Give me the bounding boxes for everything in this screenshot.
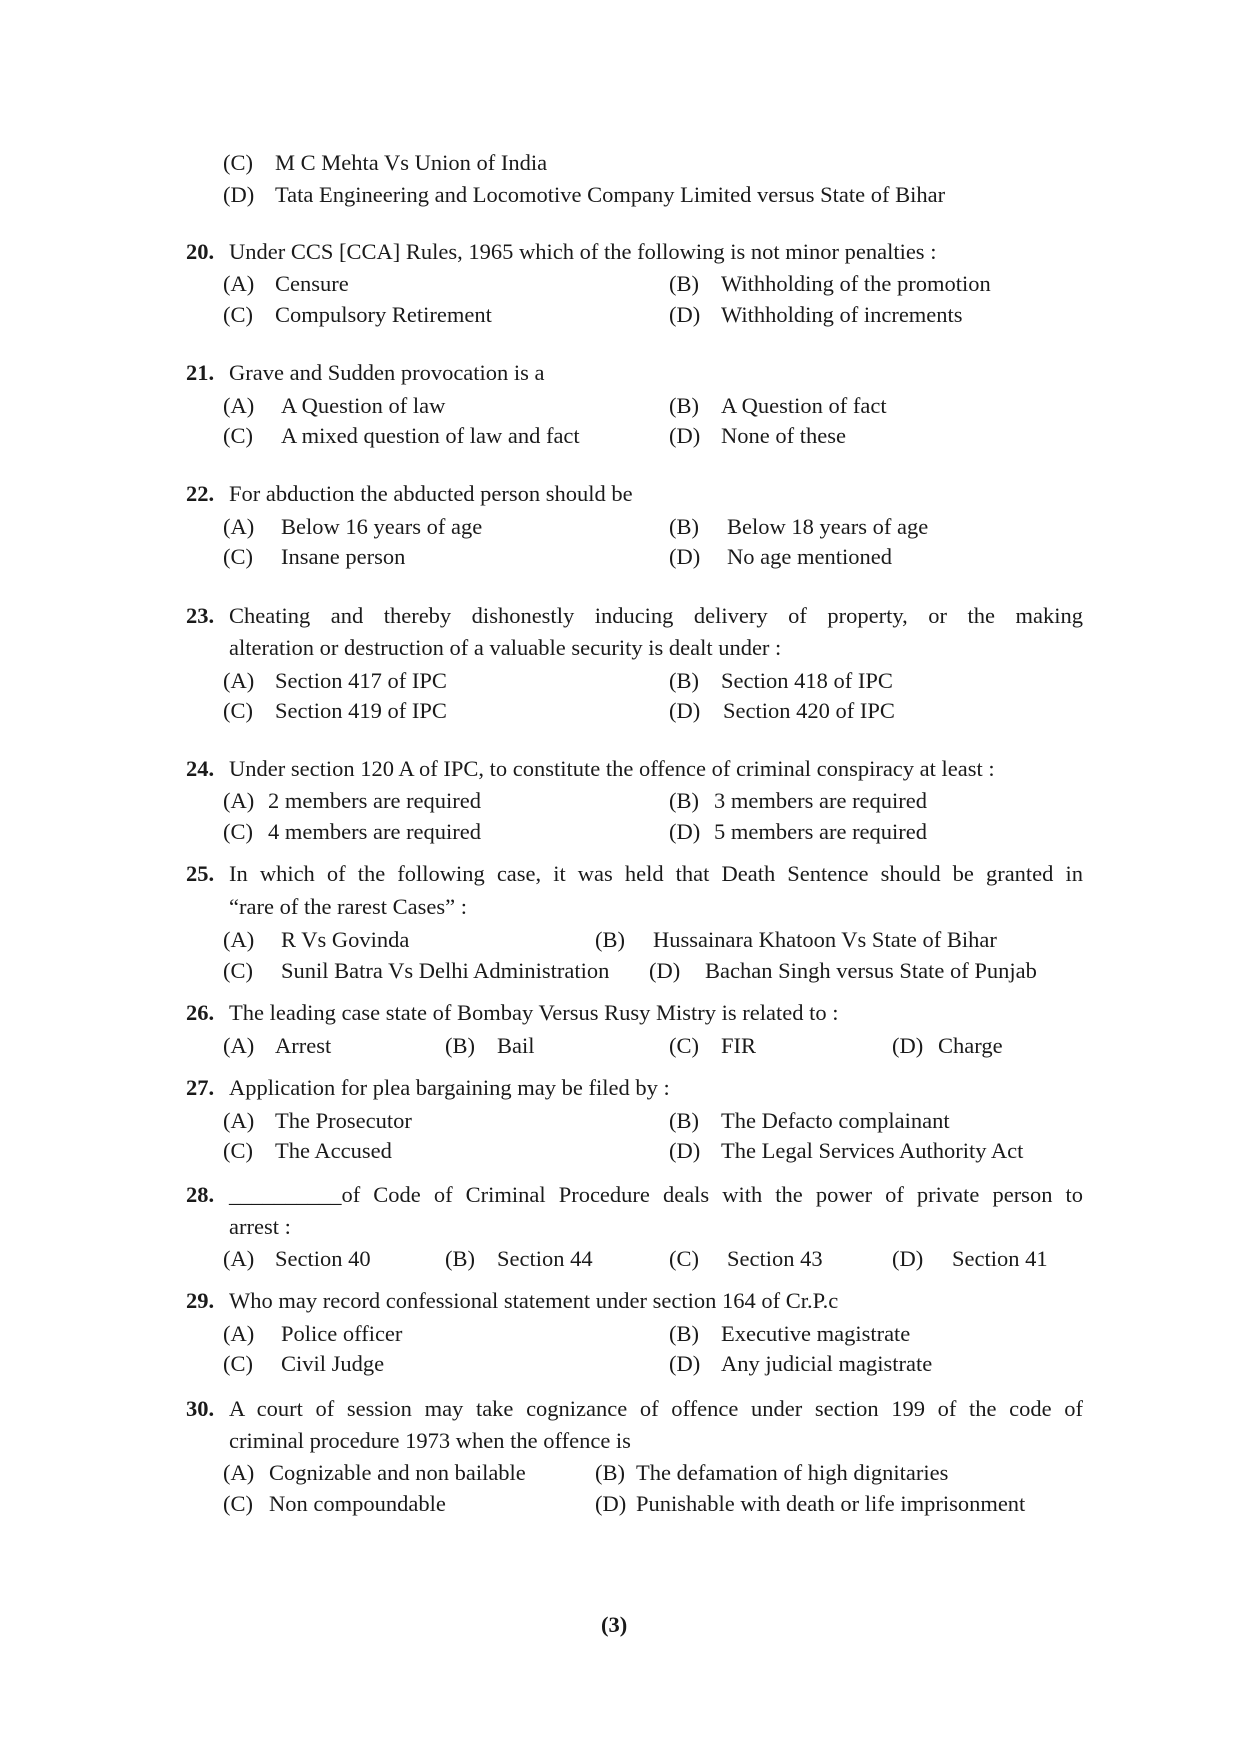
option-b: (B) Withholding of the promotion [669, 271, 991, 296]
question-number: 29. [186, 1288, 215, 1313]
option-a: (A) Arrest [223, 1033, 332, 1058]
question-text: Under CCS [CCA] Rules, 1965 which of the following is not minor penalties : [229, 239, 937, 264]
option-b: (B) Section 418 of IPC [669, 668, 893, 693]
option-d: (D) 5 members are required [669, 819, 928, 844]
option-a: (A) The Prosecutor [223, 1108, 412, 1133]
option-a: (A) Section 417 of IPC [223, 668, 447, 693]
option-c: (C) Non compoundable [223, 1491, 446, 1516]
option-a: (A) Section 40 [223, 1246, 371, 1271]
question-text: For abduction the abducted person should be [229, 481, 633, 506]
option-a: (A) R Vs Govinda [223, 927, 410, 952]
option-a: (A) Censure [223, 271, 349, 296]
option-d: (D) No age mentioned [669, 544, 892, 569]
option-b: (B) The defamation of high dignitaries [595, 1460, 949, 1485]
option-b: (B) A Question of fact [669, 393, 887, 418]
question-number: 22. [186, 481, 215, 506]
question-text-line-1: __________of Code of Criminal Procedure deals with the power of private person to [229, 1182, 1083, 1207]
question-number: 27. [186, 1075, 215, 1100]
option-d: (D) Bachan Singh versus State of Punjab [649, 958, 1037, 983]
option-b: (B) Below 18 years of age [669, 514, 929, 539]
question-number: 25. [186, 861, 215, 886]
option-d: (D) Punishable with death or life imprisonment [595, 1491, 1026, 1516]
question-number: 21. [186, 360, 215, 385]
option-d: (D) The Legal Services Authority Act [669, 1138, 1024, 1163]
question-text: Application for plea bargaining may be filed by : [229, 1075, 670, 1100]
question-text-line-2: “rare of the rarest Cases” : [229, 894, 467, 919]
question-text: Grave and Sudden provocation is a [229, 360, 545, 385]
option-a: (A) 2 members are required [223, 788, 482, 813]
option-b: (B) The Defacto complainant [669, 1108, 950, 1133]
option-b: (B) Hussainara Khatoon Vs State of Bihar [595, 927, 997, 952]
option-b: (B) Section 44 [445, 1246, 593, 1271]
option-c: (C) Section 419 of IPC [223, 698, 447, 723]
question-text: Under section 120 A of IPC, to constitute the offence of criminal conspiracy at least : [229, 756, 995, 781]
option-a: (A) Cognizable and non bailable [223, 1460, 526, 1485]
question-text-line-1: A court of session may take cognizance of offence under section 199 of the code of [229, 1396, 1083, 1421]
question-number: 26. [186, 1000, 215, 1025]
question-text: Who may record confessional statement under section 164 of Cr.P.c [229, 1288, 839, 1313]
page-number: (3) [601, 1612, 628, 1637]
question-text-line-2: criminal procedure 1973 when the offence is [229, 1428, 631, 1453]
option-c: (C) Compulsory Retirement [223, 302, 492, 327]
question-text-line-1: In which of the following case, it was held that Death Sentence should be granted in [229, 861, 1083, 886]
option-d: (D) Withholding of increments [669, 302, 963, 327]
option-c: (C) Sunil Batra Vs Delhi Administration [223, 958, 610, 983]
option-a: (A) Police officer [223, 1321, 403, 1346]
option-c: (C) Insane person [223, 544, 406, 569]
option-c: (C) Section 43 [669, 1246, 823, 1271]
option-c: (C) M C Mehta Vs Union of India [223, 150, 548, 175]
question-number: 28. [186, 1182, 215, 1207]
option-d: (D) Section 41 [892, 1246, 1048, 1271]
question-number: 30. [186, 1396, 215, 1421]
question-text-line-2: alteration or destruction of a valuable security is dealt under : [229, 635, 782, 660]
option-c: (C) 4 members are required [223, 819, 482, 844]
option-d: (D) Tata Engineering and Locomotive Company Limited versus State of Bihar [223, 182, 946, 207]
option-d: (D) Charge [892, 1033, 1003, 1058]
option-d: (D) None of these [669, 423, 846, 448]
option-c: (C) Civil Judge [223, 1351, 385, 1376]
question-text: The leading case state of Bombay Versus Rusy Mistry is related to : [229, 1000, 839, 1025]
option-c: (C) FIR [669, 1033, 757, 1058]
option-a: (A) Below 16 years of age [223, 514, 483, 539]
option-d: (D) Any judicial magistrate [669, 1351, 933, 1376]
option-b: (B) 3 members are required [669, 788, 928, 813]
option-d: (D) Section 420 of IPC [669, 698, 895, 723]
question-text-line-2: arrest : [229, 1214, 291, 1239]
question-number: 23. [186, 603, 215, 628]
option-b: (B) Bail [445, 1033, 535, 1058]
option-c: (C) The Accused [223, 1138, 392, 1163]
option-c: (C) A mixed question of law and fact [223, 423, 580, 448]
question-number: 20. [186, 239, 215, 264]
option-b: (B) Executive magistrate [669, 1321, 911, 1346]
option-a: (A) A Question of law [223, 393, 446, 418]
question-text-line-1: Cheating and thereby dishonestly inducing delivery of property, or the making [229, 603, 1083, 628]
question-number: 24. [186, 756, 215, 781]
